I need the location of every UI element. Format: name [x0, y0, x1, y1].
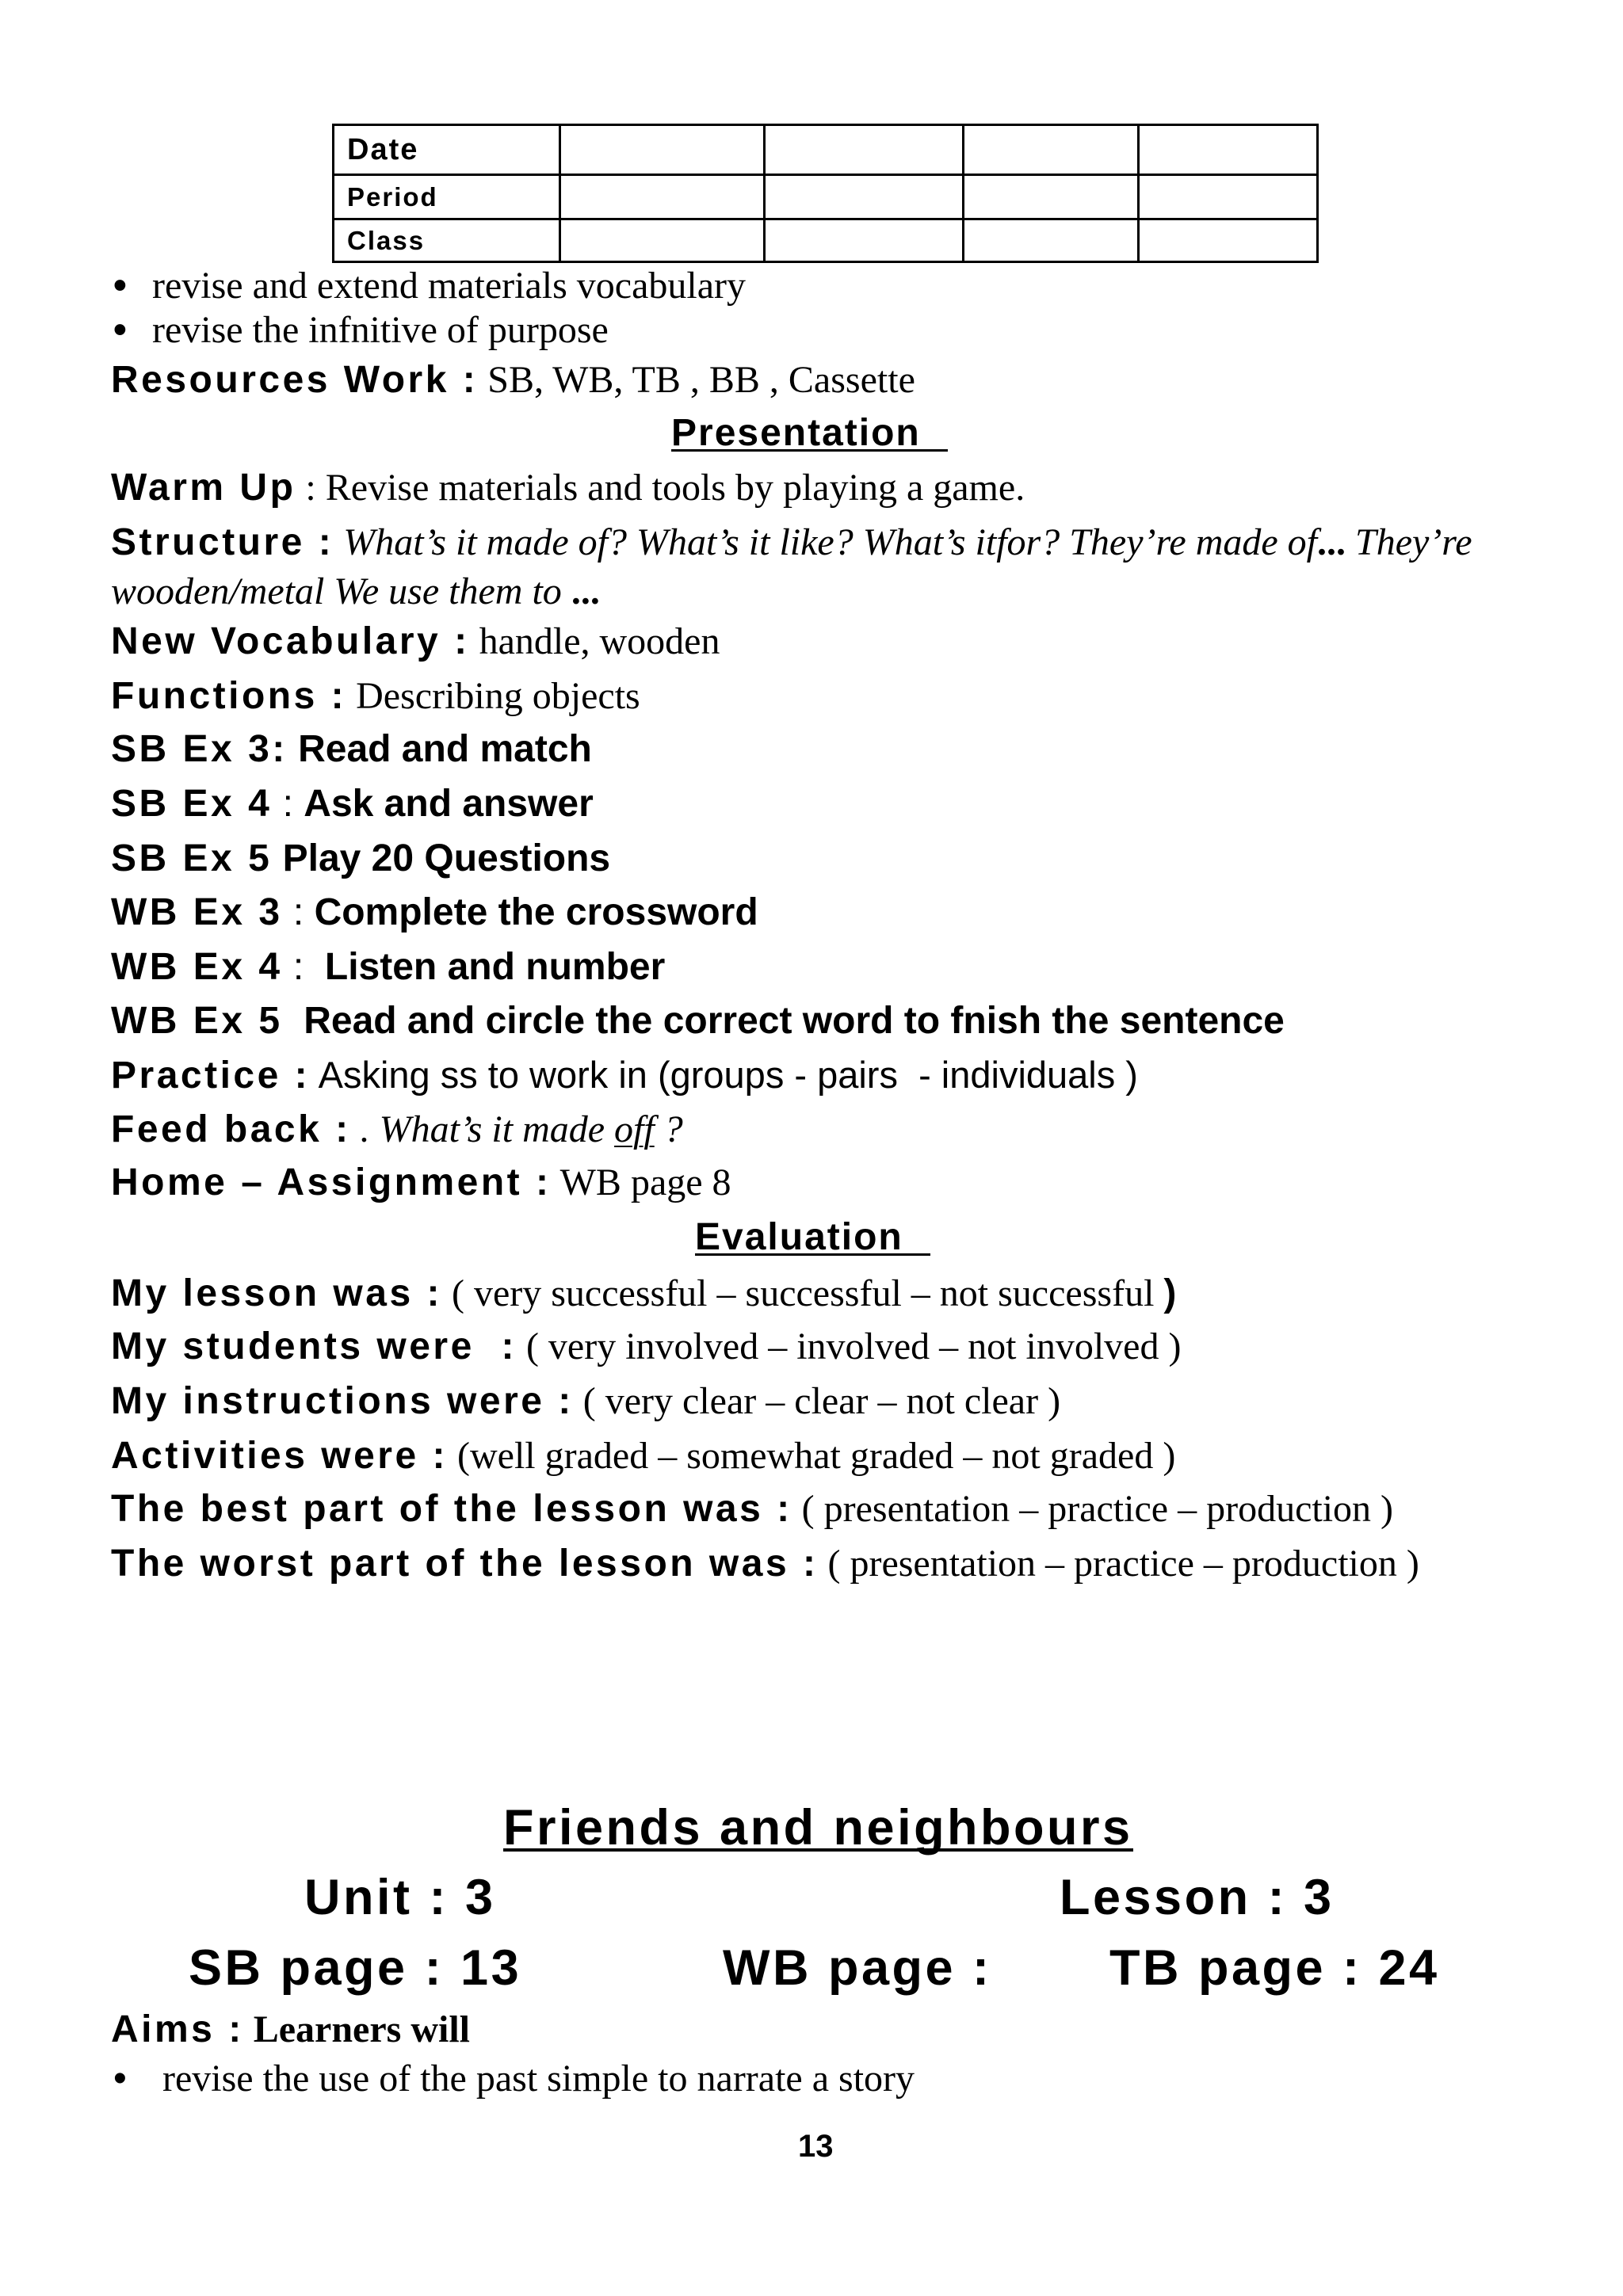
- evaluation-label: The best part of the lesson was :: [111, 1488, 792, 1530]
- resources-value: SB, WB, TB , BB , Cassette: [478, 359, 915, 401]
- evaluation-line: [111, 1379, 1060, 1424]
- warm-up-label: Warm Up: [111, 467, 296, 509]
- exercise-separator: :: [272, 783, 304, 825]
- lesson-title-line: [503, 1799, 1133, 1856]
- practice-label: Practice :: [111, 1055, 311, 1097]
- evaluation-close-bracket: ): [1163, 1272, 1177, 1314]
- unit-number: Unit : 3: [304, 1870, 496, 1925]
- exercise-label: WB Ex 3: [111, 891, 283, 933]
- evaluation-line: [111, 1325, 1181, 1369]
- exercise-task: Read and circle the correct word to fnish the sentence: [282, 1000, 1285, 1042]
- table-cell: [964, 175, 1139, 219]
- aims-line: [111, 2008, 470, 2052]
- table-label-date: Date: [334, 125, 560, 175]
- objective-text: revise the use of the past simple to narrate a story: [162, 2058, 915, 2100]
- structure-text-1: What’s it made of? What’s it like? What’s itfor? They’re made of: [334, 521, 1318, 563]
- functions-value: Describing objects: [346, 675, 640, 717]
- table-cell: [560, 175, 765, 219]
- aims-text: Learners will: [243, 2008, 470, 2050]
- presentation-heading-line: [671, 411, 948, 456]
- structure-block: [111, 518, 1472, 616]
- exercise-line: [111, 891, 758, 935]
- lesson-number: Lesson : 3: [1060, 1870, 1335, 1925]
- evaluation-line: [111, 1434, 1175, 1478]
- new-vocabulary-value: handle, wooden: [469, 620, 720, 662]
- lesson-title: Friends and neighbours: [503, 1800, 1133, 1855]
- home-assignment-value: WB page 8: [551, 1161, 731, 1203]
- structure-label: Structure :: [111, 521, 334, 563]
- exercise-task: Listen and number: [324, 946, 666, 988]
- feedback-underlined-word: off: [614, 1108, 655, 1150]
- table-cell: [964, 219, 1139, 262]
- functions-line: [111, 674, 640, 719]
- exercise-line: [111, 837, 610, 881]
- table-label-period: Period: [334, 175, 560, 219]
- table-cell: [1139, 125, 1318, 175]
- home-assignment-label: Home – Assignment :: [111, 1161, 552, 1203]
- sb-page: SB page : 13: [189, 1940, 522, 1996]
- evaluation-label: My lesson was :: [111, 1272, 442, 1314]
- objective-item: [113, 2057, 915, 2101]
- feedback-label: Feed back :: [111, 1108, 351, 1150]
- exercise-line: [111, 999, 1285, 1043]
- page-number: 13: [798, 2129, 834, 2164]
- exercise-task: Ask and answer: [304, 783, 594, 825]
- structure-text-3: wooden/metal We use them to: [111, 570, 571, 612]
- exercise-label: WB Ex 5: [111, 1000, 283, 1042]
- exercise-task: Complete the crossword: [314, 891, 758, 933]
- evaluation-heading: Evaluation: [695, 1222, 930, 1256]
- warm-up-value: : Revise materials and tools by playing a game.: [296, 467, 1025, 509]
- exercise-label: SB Ex 5: [111, 837, 273, 879]
- table-row-class: [334, 219, 1318, 262]
- exercise-label: SB Ex 4: [111, 783, 273, 825]
- new-vocabulary-line: [111, 620, 720, 664]
- table-cell: [1139, 219, 1318, 262]
- practice-value: Asking ss to work in (groups - pairs - individuals ): [310, 1054, 1138, 1096]
- presentation-heading: Presentation: [671, 418, 948, 452]
- evaluation-options: (well graded – somewhat graded – not graded ): [447, 1435, 1176, 1477]
- tb-page: TB page : 24: [1109, 1940, 1440, 1996]
- evaluation-options: ( presentation – practice – production ): [792, 1488, 1394, 1530]
- wb-page: WB page :: [723, 1940, 992, 1996]
- new-vocabulary-label: New Vocabulary :: [111, 620, 470, 662]
- objective-item: [113, 264, 746, 308]
- evaluation-options: ( very involved – involved – not involved ): [516, 1325, 1182, 1367]
- objective-text: revise the infnitive of purpose: [152, 309, 609, 351]
- exercise-separator: :: [282, 946, 325, 988]
- table-cell: [560, 125, 765, 175]
- evaluation-options: ( very clear – clear – not clear ): [573, 1380, 1061, 1422]
- evaluation-options: ( presentation – practice – production ): [818, 1543, 1419, 1585]
- feedback-value: . What’s it made: [350, 1108, 615, 1150]
- evaluation-label: Activities were :: [111, 1435, 448, 1477]
- objective-item: [113, 308, 609, 353]
- evaluation-label: The worst part of the lesson was :: [111, 1543, 819, 1585]
- table-cell: [560, 219, 765, 262]
- exercise-label: WB Ex 4: [111, 946, 283, 988]
- objective-text: revise and extend materials vocabulary: [152, 265, 747, 307]
- table-cell: [964, 125, 1139, 175]
- resources-line: [111, 358, 915, 402]
- table-cell: [765, 219, 964, 262]
- exercise-task: Read and match: [287, 728, 592, 770]
- feedback-line: [111, 1108, 683, 1152]
- evaluation-options: ( very successful – successful – not successful: [441, 1272, 1164, 1314]
- evaluation-heading-line: [695, 1215, 930, 1260]
- table-cell: [765, 125, 964, 175]
- functions-label: Functions :: [111, 675, 347, 717]
- structure-dots-1: ...: [1317, 521, 1346, 563]
- header-table: [332, 124, 1319, 263]
- evaluation-label: My instructions were :: [111, 1380, 574, 1422]
- table-row-period: [334, 175, 1318, 219]
- exercise-line: [111, 727, 592, 772]
- table-label-class: Class: [334, 219, 560, 262]
- structure-dots-2: ...: [571, 570, 600, 612]
- home-assignment-line: [111, 1161, 731, 1205]
- exercise-task: Play 20 Questions: [272, 837, 611, 879]
- exercise-line: [111, 782, 594, 826]
- table-cell: [765, 175, 964, 219]
- evaluation-line: [111, 1487, 1393, 1531]
- evaluation-label: My students were :: [111, 1325, 517, 1367]
- exercise-line: [111, 945, 665, 990]
- practice-line: [111, 1053, 1138, 1098]
- table-row-date: [334, 125, 1318, 175]
- evaluation-line: [111, 1542, 1419, 1586]
- table-cell: [1139, 175, 1318, 219]
- feedback-end: ?: [654, 1108, 683, 1150]
- resources-label: Resources Work :: [111, 359, 479, 401]
- warm-up-line: [111, 466, 1025, 510]
- evaluation-line: [111, 1272, 1176, 1316]
- exercise-label: SB Ex 3:: [111, 728, 288, 770]
- exercise-separator: :: [282, 891, 315, 933]
- aims-label: Aims :: [111, 2008, 244, 2050]
- structure-text-2: They’re: [1346, 521, 1472, 563]
